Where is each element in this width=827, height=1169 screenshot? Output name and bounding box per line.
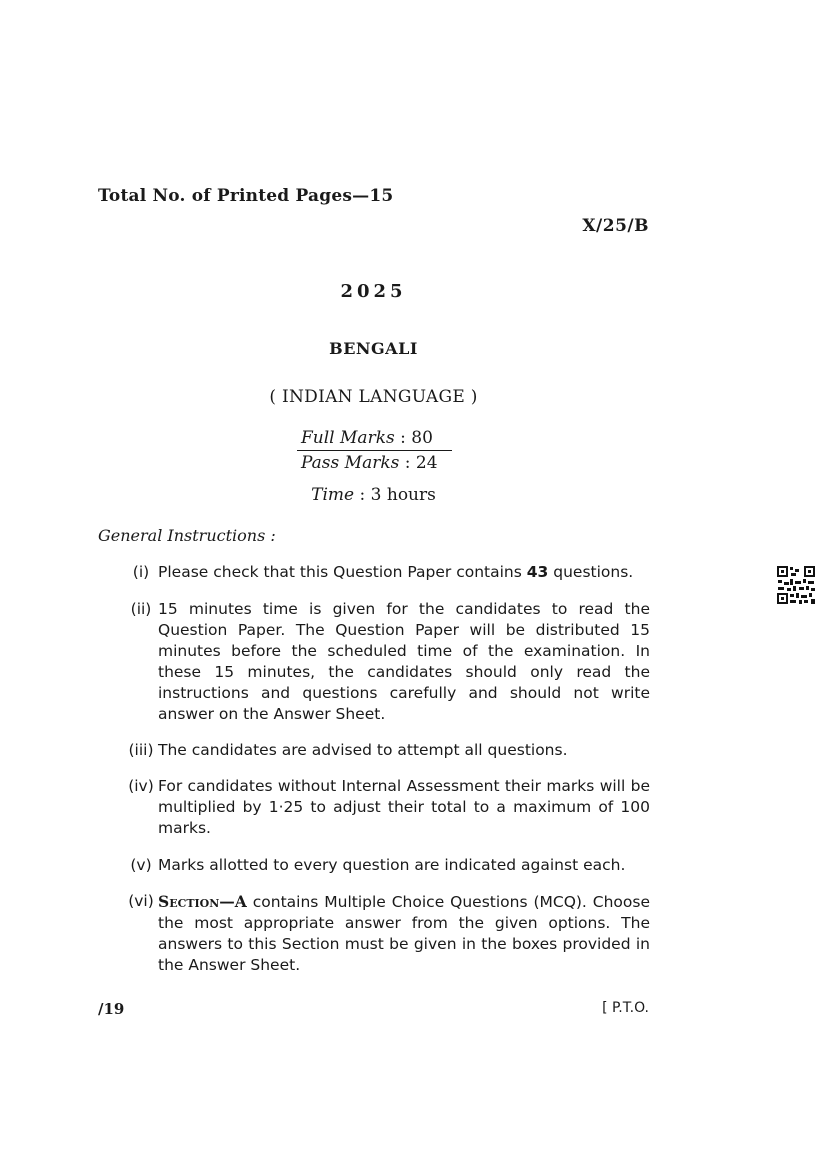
pass-marks bbox=[297, 451, 452, 475]
instruction-text: The candidates are advised to attempt all questions. bbox=[158, 741, 568, 759]
instruction-number: (i) bbox=[132, 563, 150, 581]
instruction-number: (ii) bbox=[130, 600, 152, 618]
total-printed-pages: Total No. of Printed Pages—15 bbox=[98, 186, 394, 206]
instruction-item bbox=[110, 562, 650, 583]
qr-code-icon bbox=[776, 565, 816, 605]
please-turn-over: [ P.T.O. bbox=[602, 1000, 649, 1016]
instruction-text: 15 minutes time is given for the candidates to read the Question Paper. The Question Paper will be distributed 15 minutes before the scheduled time of the examination. In these 15 minutes, the candidates should only read the instructions and questions carefully and should not write answer on the Answer Sheet. bbox=[158, 600, 650, 723]
instruction-item bbox=[110, 891, 650, 976]
instruction-text: Marks allotted to every question are indicated against each. bbox=[158, 856, 626, 874]
exam-year: 2025 bbox=[340, 281, 407, 302]
instruction-text: For candidates without Internal Assessment their marks will be multiplied by 1·25 to adjust their total to a maximum of 100 marks. bbox=[158, 777, 650, 837]
instruction-text bbox=[158, 562, 650, 583]
marks-block bbox=[297, 426, 452, 475]
full-marks-value: : 80 bbox=[400, 428, 433, 448]
time-value: : 3 hours bbox=[359, 485, 436, 505]
instruction-number: (v) bbox=[130, 856, 152, 874]
pass-marks-value: : 24 bbox=[404, 453, 438, 473]
instruction-item bbox=[110, 776, 650, 839]
instruction-item bbox=[110, 599, 650, 725]
language-note: ( INDIAN LANGUAGE ) bbox=[269, 387, 478, 407]
instruction-number: (vi) bbox=[128, 892, 154, 910]
pass-marks-label: Pass Marks bbox=[301, 453, 400, 473]
paper-code: X/25/B bbox=[582, 216, 649, 236]
instruction-text-part: questions. bbox=[548, 563, 634, 581]
section-a-label: Section—A bbox=[158, 892, 247, 911]
instruction-number: (iv) bbox=[128, 777, 154, 795]
instruction-text bbox=[158, 891, 650, 976]
time-label: Time bbox=[311, 485, 355, 505]
instruction-item bbox=[110, 740, 650, 761]
full-marks-label: Full Marks bbox=[301, 428, 395, 448]
instruction-item bbox=[110, 855, 650, 876]
subject-title: BENGALI bbox=[329, 339, 418, 358]
instruction-number: (iii) bbox=[128, 741, 154, 759]
question-count: 43 bbox=[526, 563, 549, 581]
instruction-text-part: Please check that this Question Paper contains bbox=[158, 563, 527, 581]
page-marker: /19 bbox=[98, 1000, 125, 1018]
instruction-text-part: contains Multiple Choice Questions (MCQ). Choose the most appropriate answer from the given options. The answers to this Section must be given in the boxes provided in the Answer Sheet. bbox=[158, 893, 650, 974]
full-marks bbox=[297, 426, 452, 451]
time-allowed bbox=[0, 485, 747, 505]
general-instructions-heading: General Instructions : bbox=[98, 526, 276, 545]
